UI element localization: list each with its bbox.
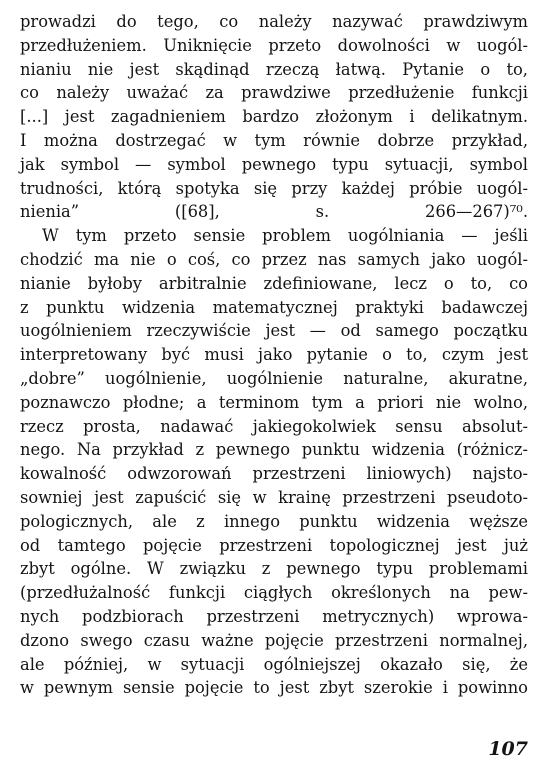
text-line: [...] jest zagadnieniem bardzo złożonym i delikatnym. — [20, 107, 528, 127]
page-body — [20, 10, 528, 700]
text-line: rzecz prosta, nadawać jakiegokolwiek sensu absolut- — [20, 416, 528, 436]
text-line: chodzić ma nie o coś, co przez nas samych jako uogól- — [20, 249, 528, 269]
text-line: ale później, w sytuacji ogólniejszej okazało się, że — [20, 654, 528, 674]
text-line: dzono swego czasu ważne pojęcie przestrzeni normalnej, — [20, 630, 528, 650]
text-line: nienia” ([68], s. 266—267)⁷⁰. — [20, 202, 528, 222]
text-line: jak symbol — symbol pewnego typu sytuacji, symbol — [20, 154, 528, 174]
text-line: I można dostrzegać w tym równie dobrze przykład, — [20, 130, 528, 150]
text-line: interpretowany być musi jako pytanie o to, czym jest — [20, 345, 528, 365]
text-line: prowadzi do tego, co należy nazywać prawdziwym — [20, 12, 528, 31]
text-line: W tym przeto sensie problem uogólniania — jeśli — [42, 226, 528, 246]
text-line: „dobre” uogólnienie, uogólnienie naturalne, akuratne, — [20, 368, 528, 388]
text-line: nianie byłoby arbitralnie zdefiniowane, lecz o to, co — [20, 273, 528, 293]
text-line: nianiu nie jest skądinąd rzeczą łatwą. Pytanie o to, — [20, 59, 528, 79]
text-line: sowniej jest zapuścić się w krainę przestrzeni pseudoto- — [20, 487, 528, 507]
text-line: (przedłużalność funkcji ciągłych określonych na pew- — [20, 583, 528, 603]
text-line: nych podzbiorach przestrzeni metrycznych) wprowa- — [20, 606, 528, 626]
text-line: co należy uważać za prawdziwe przedłużenie funkcji — [20, 83, 528, 103]
text-line: od tamtego pojęcie przestrzeni topologicznej jest już — [20, 535, 528, 555]
text-line: przedłużeniem. Uniknięcie przeto dowolności w uogól- — [20, 35, 528, 55]
text-line: trudności, którą spotyka się przy każdej próbie uogól- — [20, 178, 528, 198]
text-line: pologicznych, ale z innego punktu widzenia węższe — [20, 511, 528, 531]
text-line: zbyt ogólne. W związku z pewnego typu problemami — [20, 559, 528, 579]
text-line: poznawczo płodne; a terminom tym a priori nie wolno, — [20, 392, 528, 412]
text-line: nego. Na przykład z pewnego punktu widzenia (różnicz- — [20, 440, 528, 460]
text-line: w pewnym sensie pojęcie to jest zbyt szerokie i powinno — [20, 678, 528, 698]
text-line: kowalność odwzorowań przestrzeni liniowych) najsto- — [20, 464, 528, 484]
paragraph-2 — [20, 224, 528, 700]
page-number: 107 — [488, 738, 528, 760]
text-line: z punktu widzenia matematycznej praktyki badawczej — [20, 297, 528, 317]
text-line: uogólnieniem rzeczywiście jest — od samego początku — [20, 321, 528, 341]
paragraph-1 — [20, 10, 528, 224]
